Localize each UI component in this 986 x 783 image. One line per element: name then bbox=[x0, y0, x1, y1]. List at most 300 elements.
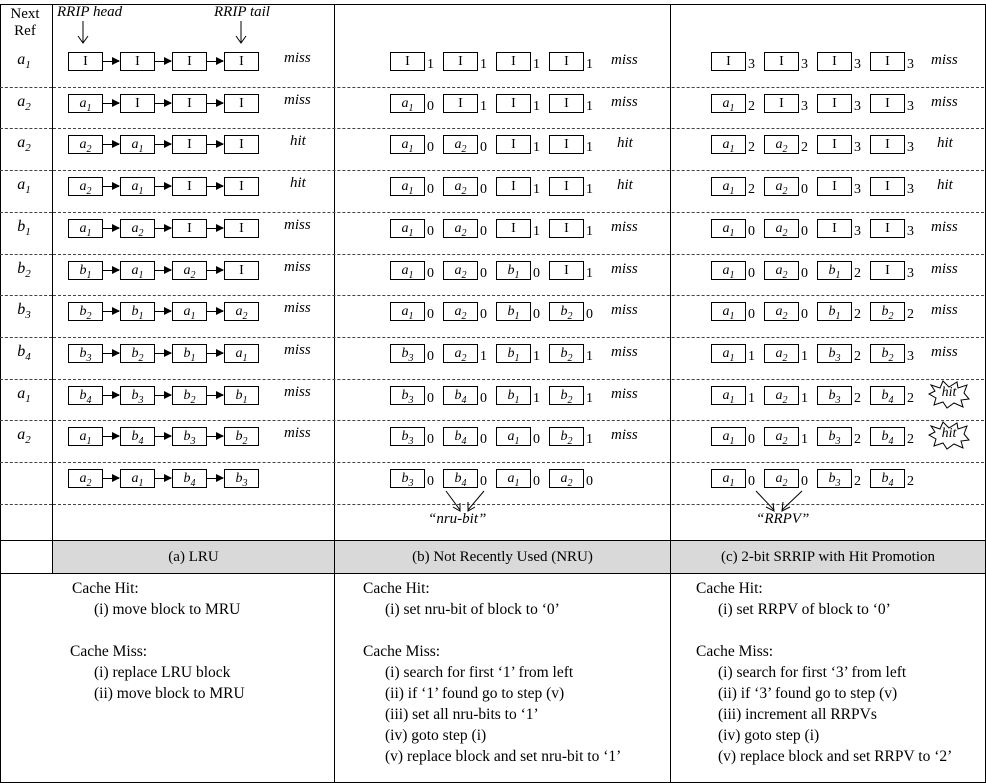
lru-block: I bbox=[172, 94, 207, 113]
srrip-caption: (c) 2-bit SRRIP with Hit Promotion bbox=[671, 541, 985, 573]
srrip-state-bit: 3 bbox=[854, 223, 861, 239]
lru-link-arrow bbox=[155, 144, 171, 145]
block-subscript: 2 bbox=[782, 227, 788, 239]
row-separator-ref bbox=[0, 87, 52, 88]
lru-caption: (a) LRU bbox=[53, 541, 334, 573]
block-subscript: 1 bbox=[729, 394, 735, 406]
lru-link-arrow bbox=[155, 228, 171, 229]
nru-state-bit: 1 bbox=[533, 390, 540, 406]
row-separator-ref bbox=[0, 254, 52, 255]
srrip-block: I bbox=[870, 94, 905, 113]
block-subscript: 2 bbox=[567, 310, 573, 322]
row-separator bbox=[53, 420, 984, 421]
block-subscript: 1 bbox=[408, 102, 414, 114]
srrip-state-bit: 3 bbox=[907, 223, 914, 239]
block-subscript: 2 bbox=[567, 352, 573, 364]
srrip-result: hit bbox=[941, 384, 957, 400]
srrip-result: miss bbox=[931, 302, 958, 319]
srrip-miss-step: (v) replace block and set RRPV to ‘2’ bbox=[718, 748, 953, 765]
nru-state-bit: 1 bbox=[533, 57, 540, 72]
nru-state-bit: 0 bbox=[427, 390, 434, 406]
block-subscript: 2 bbox=[461, 144, 467, 156]
srrip-block: I bbox=[817, 177, 852, 196]
srrip-block: $b_3$ bbox=[817, 386, 852, 405]
lru-link-arrow bbox=[155, 270, 171, 271]
srrip-result: miss bbox=[931, 93, 958, 110]
srrip-state-bit: 0 bbox=[748, 307, 755, 323]
nru-block: $a_1$ bbox=[390, 219, 425, 238]
srrip-description bbox=[696, 578, 952, 767]
lru-block: $b_3$ bbox=[68, 344, 103, 363]
lru-hit-title: Cache Hit: bbox=[72, 580, 139, 597]
lru-block: $b_2$ bbox=[120, 344, 155, 363]
nru-block: $a_1$ bbox=[496, 427, 531, 446]
srrip-state-bit: 0 bbox=[748, 474, 755, 489]
nru-block: I bbox=[549, 135, 584, 154]
srrip-block: $a_1$ bbox=[711, 261, 746, 280]
srrip-block: I bbox=[870, 135, 905, 154]
lru-block: $b_1$ bbox=[120, 302, 155, 321]
lru-block: $b_4$ bbox=[120, 427, 155, 446]
nru-result: miss bbox=[611, 302, 638, 319]
lru-link-arrow bbox=[207, 270, 223, 271]
nru-state-bit: 0 bbox=[480, 223, 487, 239]
lru-link-arrow bbox=[103, 436, 119, 437]
divider-nru-srrip bbox=[670, 4, 671, 783]
nru-state-bit: 1 bbox=[586, 98, 593, 114]
row-separator bbox=[53, 128, 984, 129]
block-subscript: 1 bbox=[514, 269, 520, 281]
nru-block: $a_1$ bbox=[390, 94, 425, 113]
nru-state-bit: 1 bbox=[533, 182, 540, 198]
srrip-miss-step: (iii) increment all RRPVs bbox=[718, 706, 877, 723]
nru-block: $b_1$ bbox=[496, 386, 531, 405]
srrip-block: $b_3$ bbox=[817, 344, 852, 363]
srrip-block: I bbox=[711, 52, 746, 71]
next-ref-header: Next Ref bbox=[10, 6, 40, 39]
nru-state-bit: 0 bbox=[533, 432, 540, 448]
lru-miss-title: Cache Miss: bbox=[70, 643, 148, 660]
block-subscript: 3 bbox=[408, 394, 414, 406]
srrip-state-bit: 2 bbox=[854, 432, 861, 448]
lru-description bbox=[72, 578, 245, 704]
nru-block: $b_3$ bbox=[390, 427, 425, 446]
block-subscript: 1 bbox=[729, 227, 735, 239]
block-subscript: 3 bbox=[835, 477, 841, 489]
divider-ref bbox=[52, 4, 53, 573]
srrip-result: miss bbox=[931, 52, 958, 68]
row-separator-ref bbox=[0, 462, 52, 463]
block-subscript: 3 bbox=[835, 352, 841, 364]
lru-link-arrow bbox=[103, 103, 119, 104]
nru-block: $b_2$ bbox=[549, 302, 584, 321]
block-subscript: 1 bbox=[729, 102, 735, 114]
lru-link-arrow bbox=[103, 186, 119, 187]
srrip-hit-step: (i) set RRPV of block to ‘0’ bbox=[718, 601, 891, 618]
lru-result: miss bbox=[284, 341, 311, 358]
lru-link-arrow bbox=[207, 186, 223, 187]
lru-block: $b_3$ bbox=[172, 427, 207, 446]
block-subscript: 2 bbox=[86, 185, 92, 197]
nru-state-bit: 1 bbox=[586, 57, 593, 72]
lru-block: I bbox=[172, 135, 207, 154]
srrip-block: $b_4$ bbox=[870, 469, 905, 488]
srrip-block: $b_2$ bbox=[870, 302, 905, 321]
nru-state-bit: 0 bbox=[427, 474, 434, 489]
srrip-state-bit: 1 bbox=[801, 348, 808, 364]
lru-block: I bbox=[224, 52, 259, 71]
srrip-block: $a_2$ bbox=[764, 219, 799, 238]
srrip-state-bit: 3 bbox=[801, 98, 808, 114]
srrip-block: $b_3$ bbox=[817, 427, 852, 446]
lru-result: miss bbox=[284, 258, 311, 275]
lru-link-arrow bbox=[155, 103, 171, 104]
ref-subscript: 3 bbox=[25, 309, 31, 322]
lru-link-arrow bbox=[207, 61, 223, 62]
lru-block: $b_1$ bbox=[172, 344, 207, 363]
nru-description bbox=[363, 578, 621, 767]
nru-block: $b_2$ bbox=[549, 386, 584, 405]
block-subscript: 1 bbox=[408, 227, 414, 239]
block-subscript: 2 bbox=[782, 436, 788, 448]
block-subscript: 1 bbox=[729, 144, 735, 156]
srrip-state-bit: 2 bbox=[854, 474, 861, 489]
nru-result: miss bbox=[611, 427, 638, 444]
next-ref-1: $a_1$ bbox=[17, 51, 31, 72]
nru-result: miss bbox=[611, 343, 638, 360]
block-subscript: 1 bbox=[729, 436, 735, 448]
lru-link-arrow bbox=[207, 103, 223, 104]
block-subscript: 4 bbox=[461, 436, 467, 448]
srrip-block: $a_2$ bbox=[764, 427, 799, 446]
srrip-result: hit bbox=[937, 177, 953, 194]
lru-block: $a_1$ bbox=[68, 427, 103, 446]
block-subscript: 1 bbox=[729, 310, 735, 322]
lru-block: I bbox=[224, 219, 259, 238]
lru-block: I bbox=[172, 52, 207, 71]
srrip-block: $a_1$ bbox=[711, 427, 746, 446]
row-separator-ref bbox=[0, 128, 52, 129]
lru-result: miss bbox=[284, 425, 311, 442]
nru-state-bit: 0 bbox=[427, 140, 434, 156]
block-subscript: 4 bbox=[86, 394, 92, 406]
block-subscript: 2 bbox=[190, 394, 196, 406]
block-subscript: 2 bbox=[782, 144, 788, 156]
block-subscript: 1 bbox=[514, 436, 520, 448]
block-subscript: 2 bbox=[242, 436, 248, 448]
lru-block: I bbox=[224, 94, 259, 113]
row-separator bbox=[53, 212, 984, 213]
nru-caption: (b) Not Recently Used (NRU) bbox=[335, 541, 670, 573]
nru-block: I bbox=[549, 261, 584, 280]
nru-block: I bbox=[549, 177, 584, 196]
nru-miss-step: (iv) goto step (i) bbox=[385, 727, 487, 744]
lru-block: $b_4$ bbox=[68, 386, 103, 405]
nru-state-bit: 0 bbox=[586, 307, 593, 323]
block-subscript: 1 bbox=[190, 352, 196, 364]
srrip-state-bit: 3 bbox=[907, 182, 914, 198]
srrip-state-bit: 2 bbox=[907, 307, 914, 323]
srrip-state-bit: 3 bbox=[907, 140, 914, 156]
lru-block: $a_1$ bbox=[120, 177, 155, 196]
srrip-result: miss bbox=[931, 260, 958, 277]
lru-block: $a_2$ bbox=[224, 302, 259, 321]
srrip-state-bit: 2 bbox=[748, 98, 755, 114]
nru-state-bit: 0 bbox=[533, 265, 540, 281]
nru-block: $b_4$ bbox=[443, 469, 478, 488]
srrip-state-bit: 3 bbox=[854, 182, 861, 198]
divider-lru-nru bbox=[334, 4, 335, 783]
block-subscript: 1 bbox=[835, 269, 841, 281]
lru-block: I bbox=[68, 52, 103, 71]
ref-subscript: 2 bbox=[25, 267, 31, 280]
nru-block: $a_2$ bbox=[443, 219, 478, 238]
nru-state-bit: 0 bbox=[480, 182, 487, 198]
srrip-state-bit: 2 bbox=[854, 265, 861, 281]
srrip-state-bit: 3 bbox=[907, 57, 914, 72]
lru-link-arrow bbox=[103, 353, 119, 354]
lru-result: miss bbox=[284, 216, 311, 233]
nru-hit-title: Cache Hit: bbox=[363, 580, 430, 597]
srrip-block: I bbox=[817, 94, 852, 113]
srrip-block: $b_1$ bbox=[817, 302, 852, 321]
nru-block: $a_2$ bbox=[443, 261, 478, 280]
srrip-block: $a_1$ bbox=[711, 344, 746, 363]
lru-block: $a_1$ bbox=[68, 94, 103, 113]
block-subscript: 4 bbox=[888, 477, 894, 489]
srrip-block: I bbox=[870, 52, 905, 71]
nru-block: $a_1$ bbox=[390, 177, 425, 196]
row-separator-ref bbox=[0, 337, 52, 338]
nru-state-bit: 0 bbox=[480, 474, 487, 489]
nru-block: $a_1$ bbox=[390, 261, 425, 280]
nru-state-bit: 1 bbox=[586, 182, 593, 198]
srrip-block: I bbox=[764, 94, 799, 113]
srrip-block: I bbox=[870, 261, 905, 280]
nru-state-bit: 0 bbox=[427, 307, 434, 323]
srrip-state-bit: 1 bbox=[748, 348, 755, 364]
nru-block: I bbox=[496, 94, 531, 113]
nru-state-bit: 1 bbox=[480, 98, 487, 114]
nru-state-bit: 1 bbox=[480, 348, 487, 364]
lru-block: $a_2$ bbox=[120, 219, 155, 238]
ref-subscript: 1 bbox=[25, 392, 31, 405]
block-subscript: 1 bbox=[86, 102, 92, 114]
next-ref-10: $a_2$ bbox=[17, 426, 31, 447]
srrip-block: $b_1$ bbox=[817, 261, 852, 280]
nru-block: I bbox=[443, 94, 478, 113]
row-separator-ref bbox=[0, 504, 52, 505]
srrip-miss-step: (i) search for first ‘3’ from left bbox=[718, 664, 907, 681]
nru-state-bit: 0 bbox=[427, 98, 434, 114]
block-subscript: 1 bbox=[408, 310, 414, 322]
nru-state-bit: 0 bbox=[427, 432, 434, 448]
block-subscript: 1 bbox=[729, 352, 735, 364]
nru-block: I bbox=[443, 52, 478, 71]
block-subscript: 2 bbox=[461, 269, 467, 281]
lru-block: $b_2$ bbox=[172, 386, 207, 405]
block-subscript: 1 bbox=[138, 269, 144, 281]
block-subscript: 3 bbox=[86, 352, 92, 364]
row-separator bbox=[53, 170, 984, 171]
nru-state-bit: 0 bbox=[533, 474, 540, 489]
srrip-state-bit: 2 bbox=[907, 390, 914, 406]
block-subscript: 3 bbox=[190, 436, 196, 448]
block-subscript: 1 bbox=[86, 227, 92, 239]
nru-state-bit: 1 bbox=[586, 223, 593, 239]
lru-block: $b_3$ bbox=[120, 386, 155, 405]
lru-link-arrow bbox=[103, 478, 119, 479]
block-subscript: 2 bbox=[138, 352, 144, 364]
lru-hit-step: (i) move block to MRU bbox=[94, 601, 241, 618]
nru-state-bit: 1 bbox=[533, 140, 540, 156]
lru-link-arrow bbox=[155, 478, 171, 479]
nru-block: $a_1$ bbox=[390, 135, 425, 154]
block-subscript: 2 bbox=[782, 310, 788, 322]
srrip-state-bit: 3 bbox=[854, 140, 861, 156]
next-ref-9: $a_1$ bbox=[17, 384, 31, 405]
block-subscript: 2 bbox=[461, 352, 467, 364]
nru-state-bit: 1 bbox=[427, 57, 434, 72]
next-ref-7: $b_3$ bbox=[17, 301, 31, 322]
srrip-miss-step: (ii) if ‘3’ found go to step (v) bbox=[718, 685, 898, 702]
block-subscript: 3 bbox=[138, 394, 144, 406]
srrip-state-bit: 2 bbox=[748, 140, 755, 156]
lru-block: $a_1$ bbox=[120, 469, 155, 488]
nru-result: miss bbox=[611, 218, 638, 235]
nru-block: $b_3$ bbox=[390, 386, 425, 405]
block-subscript: 4 bbox=[461, 477, 467, 489]
srrip-state-bit: 0 bbox=[801, 265, 808, 281]
ref-subscript: 1 bbox=[25, 184, 31, 197]
srrip-state-bit: 0 bbox=[801, 182, 808, 198]
srrip-state-bit: 0 bbox=[801, 307, 808, 323]
block-subscript: 2 bbox=[86, 144, 92, 156]
nru-block: $a_2$ bbox=[443, 302, 478, 321]
nru-hit-step: (i) set nru-bit of block to ‘0’ bbox=[385, 601, 560, 618]
lru-link-arrow bbox=[103, 270, 119, 271]
nru-result: miss bbox=[611, 385, 638, 402]
block-subscript: 1 bbox=[514, 477, 520, 489]
block-subscript: 2 bbox=[782, 394, 788, 406]
row-separator-ref bbox=[0, 295, 52, 296]
nru-state-bit: 1 bbox=[533, 223, 540, 239]
lru-block: I bbox=[120, 94, 155, 113]
lru-block: $b_2$ bbox=[68, 302, 103, 321]
block-subscript: 2 bbox=[190, 269, 196, 281]
srrip-state-bit: 3 bbox=[748, 57, 755, 72]
block-subscript: 4 bbox=[888, 394, 894, 406]
lru-miss-step: (i) replace LRU block bbox=[94, 664, 231, 681]
srrip-block: $a_2$ bbox=[764, 261, 799, 280]
block-subscript: 1 bbox=[86, 436, 92, 448]
nru-result: hit bbox=[617, 135, 633, 152]
nru-state-bit: 0 bbox=[427, 265, 434, 281]
srrip-state-bit: 2 bbox=[748, 182, 755, 198]
next-ref-5: $b_1$ bbox=[17, 217, 31, 238]
row-separator bbox=[53, 295, 984, 296]
srrip-state-bit: 0 bbox=[748, 432, 755, 448]
block-subscript: 1 bbox=[408, 185, 414, 197]
srrip-block: I bbox=[870, 177, 905, 196]
srrip-state-bit: 2 bbox=[907, 432, 914, 448]
lru-block: $a_2$ bbox=[68, 135, 103, 154]
lru-link-arrow bbox=[207, 395, 223, 396]
lru-result: miss bbox=[284, 300, 311, 317]
row-separator bbox=[53, 462, 984, 463]
nru-state-bit: 0 bbox=[480, 140, 487, 156]
nru-result: miss bbox=[611, 260, 638, 277]
srrip-state-bit: 3 bbox=[907, 265, 914, 281]
ref-subscript: 4 bbox=[25, 351, 31, 364]
block-subscript: 1 bbox=[138, 477, 144, 489]
block-subscript: 1 bbox=[835, 310, 841, 322]
nru-block: $b_1$ bbox=[496, 302, 531, 321]
block-subscript: 2 bbox=[782, 185, 788, 197]
block-subscript: 1 bbox=[86, 269, 92, 281]
nru-block: $a_2$ bbox=[443, 177, 478, 196]
nru-state-bit: 1 bbox=[480, 57, 487, 72]
nru-miss-step: (ii) if ‘1’ found go to step (v) bbox=[385, 685, 565, 702]
lru-link-arrow bbox=[207, 228, 223, 229]
block-subscript: 1 bbox=[408, 269, 414, 281]
row-separator bbox=[53, 254, 984, 255]
srrip-block: $a_2$ bbox=[764, 469, 799, 488]
nru-state-bit: 0 bbox=[480, 390, 487, 406]
nru-block: $a_1$ bbox=[496, 469, 531, 488]
srrip-block: I bbox=[817, 219, 852, 238]
nru-result: miss bbox=[611, 93, 638, 110]
nru-state-bit: 1 bbox=[533, 98, 540, 114]
srrip-state-bit: 0 bbox=[748, 265, 755, 281]
srrip-state-bit: 3 bbox=[907, 348, 914, 364]
lru-link-arrow bbox=[155, 353, 171, 354]
lru-link-arrow bbox=[103, 61, 119, 62]
srrip-miss-step: (iv) goto step (i) bbox=[718, 727, 820, 744]
ref-subscript: 2 bbox=[25, 142, 31, 155]
block-subscript: 1 bbox=[514, 394, 520, 406]
lru-link-arrow bbox=[207, 311, 223, 312]
block-subscript: 3 bbox=[408, 352, 414, 364]
lru-link-arrow bbox=[155, 395, 171, 396]
nru-block: I bbox=[549, 94, 584, 113]
block-subscript: 1 bbox=[408, 144, 414, 156]
lru-link-arrow bbox=[103, 311, 119, 312]
lru-block: $a_1$ bbox=[120, 261, 155, 280]
srrip-state-bit: 1 bbox=[748, 390, 755, 406]
srrip-result: hit bbox=[941, 426, 957, 442]
lru-block: $b_3$ bbox=[224, 469, 259, 488]
nru-state-bit: 0 bbox=[586, 474, 593, 489]
nru-block: $b_4$ bbox=[443, 386, 478, 405]
lru-link-arrow bbox=[207, 144, 223, 145]
srrip-state-bit: 2 bbox=[907, 474, 914, 489]
srrip-block: I bbox=[817, 52, 852, 71]
rrip-tail-label: RRIP tail bbox=[214, 4, 270, 20]
nru-state-bit: 1 bbox=[586, 348, 593, 364]
block-subscript: 4 bbox=[888, 436, 894, 448]
srrip-hit-burst bbox=[927, 420, 971, 450]
next-ref-2: $a_2$ bbox=[17, 92, 31, 113]
lru-link-arrow bbox=[155, 61, 171, 62]
srrip-miss-title: Cache Miss: bbox=[696, 643, 774, 660]
srrip-state-bit: 0 bbox=[801, 223, 808, 239]
block-subscript: 1 bbox=[138, 310, 144, 322]
nru-state-bit: 0 bbox=[427, 182, 434, 198]
srrip-result: miss bbox=[931, 218, 958, 235]
nru-state-bit: 1 bbox=[586, 140, 593, 156]
lru-result: miss bbox=[284, 50, 311, 66]
